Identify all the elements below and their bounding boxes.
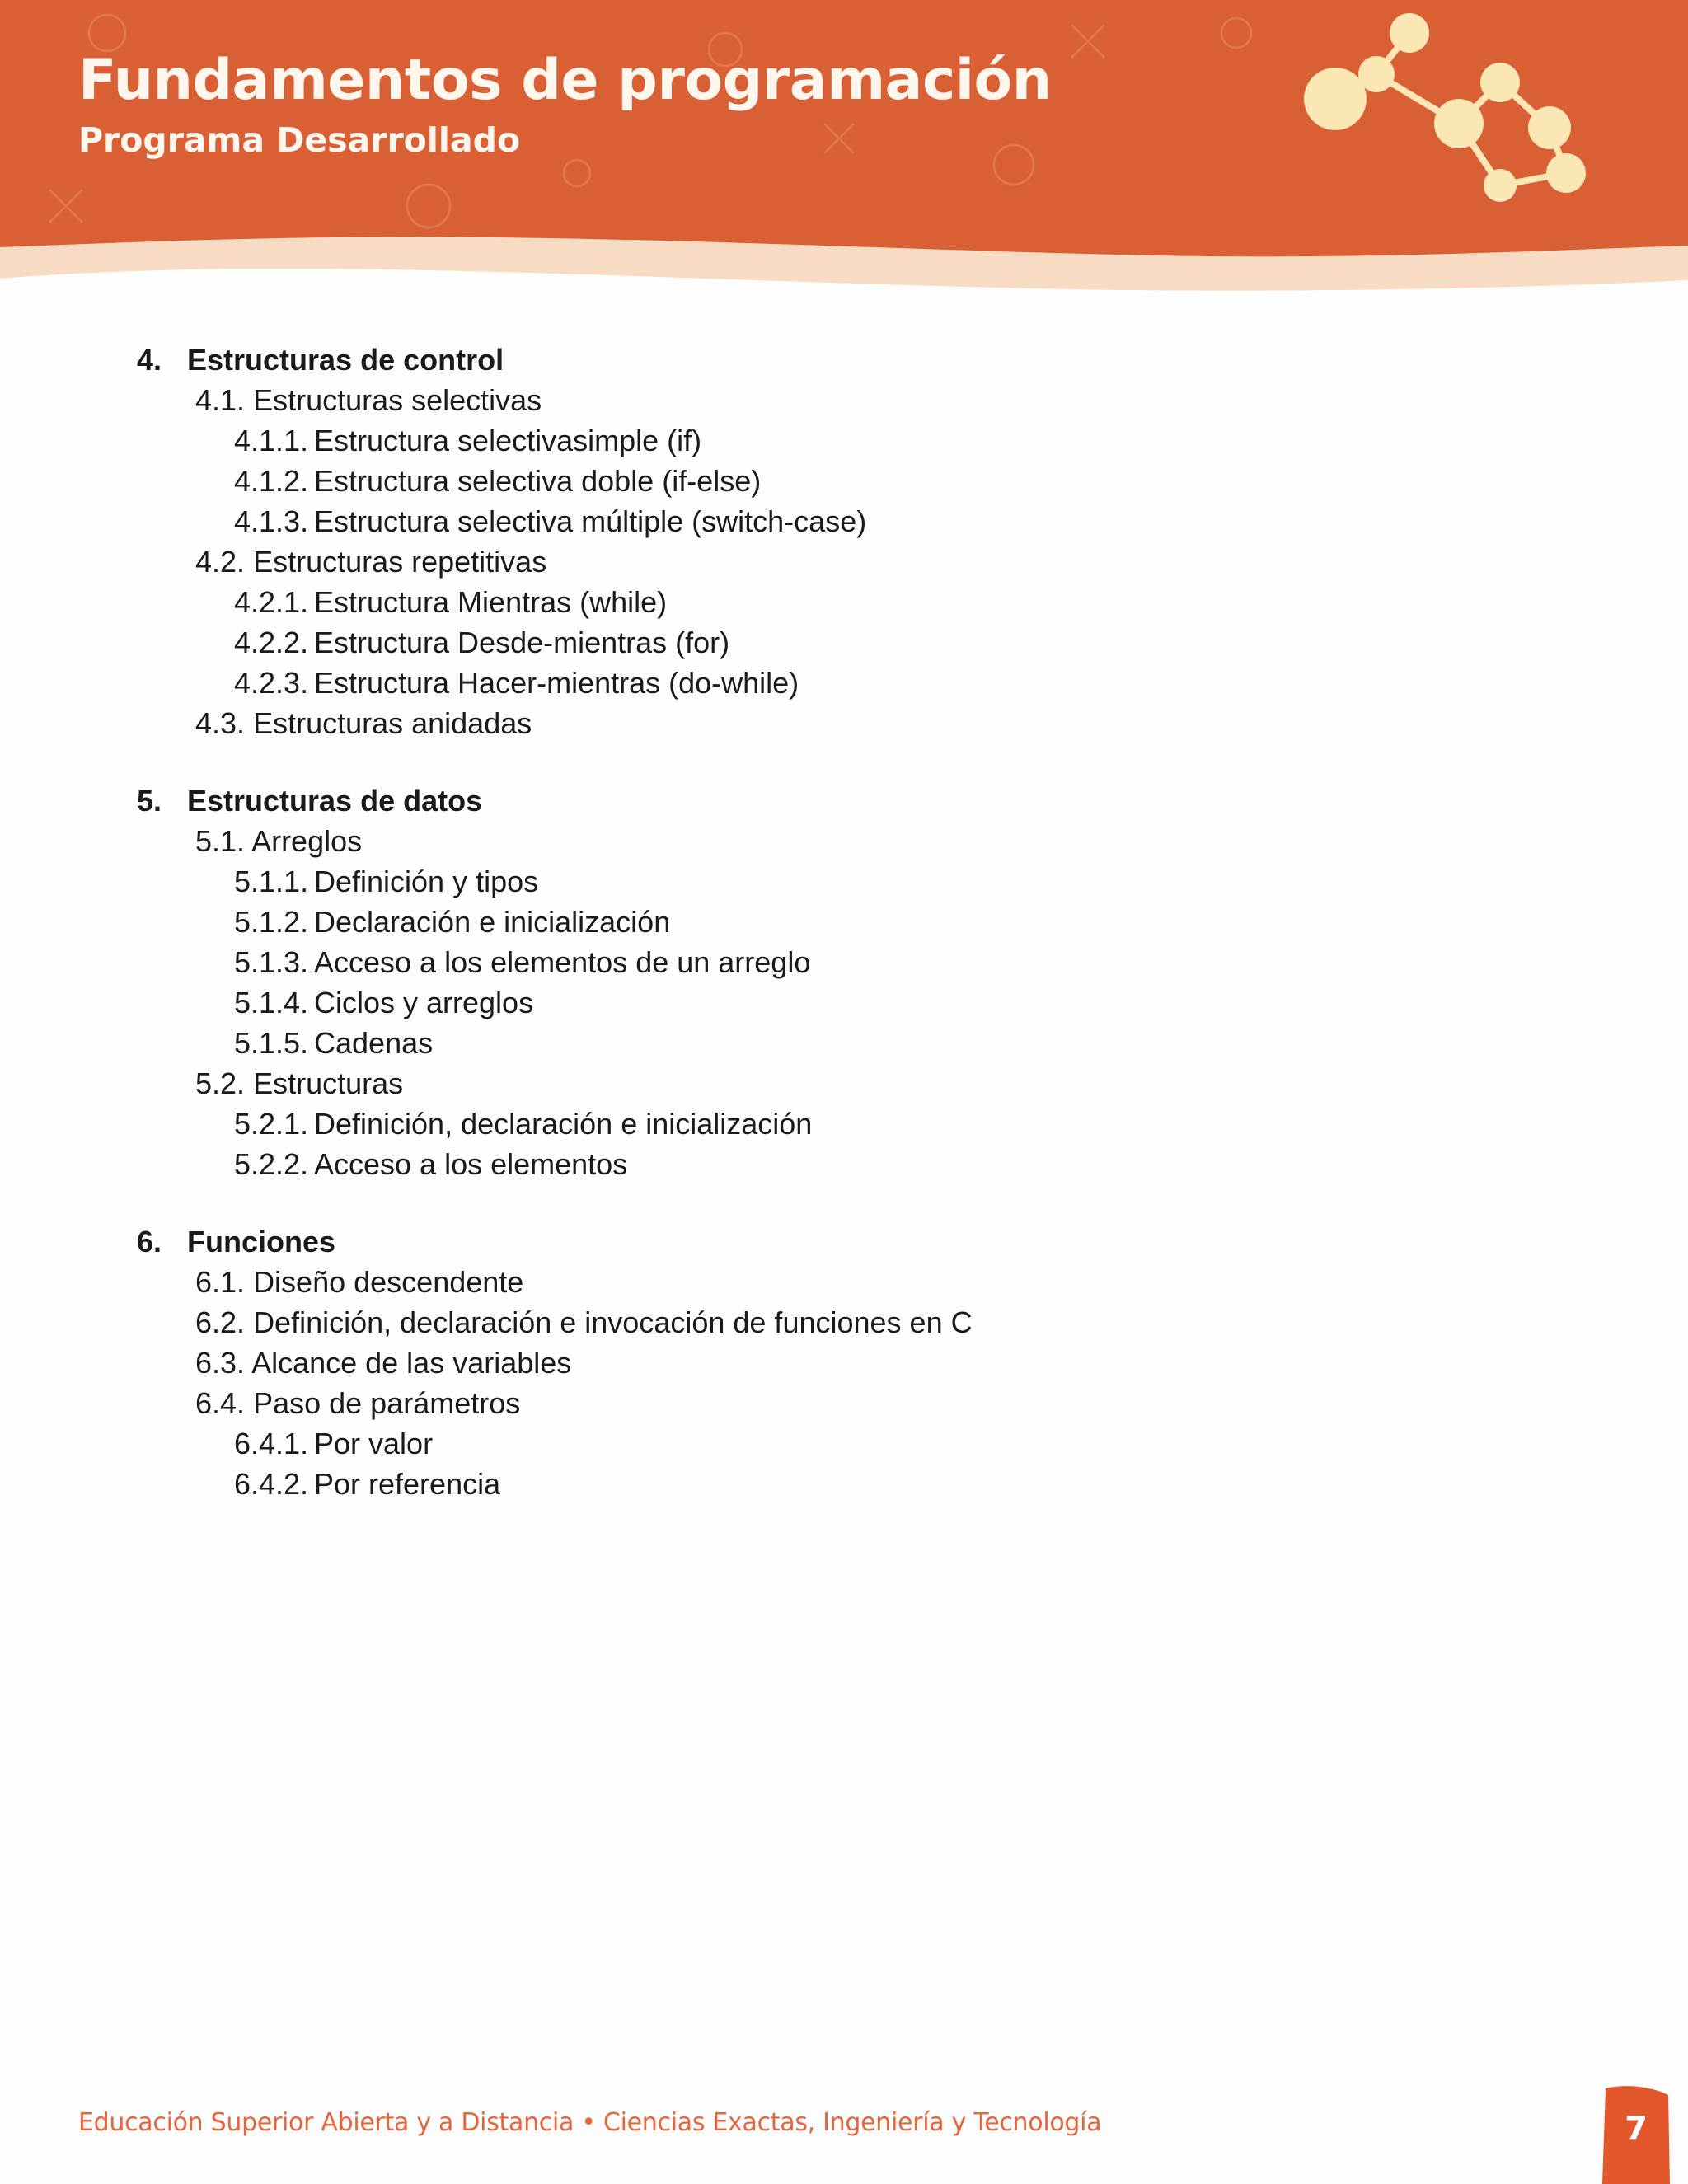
toc-item-6-2: 6.2. Definición, declaración e invocación de funciones en C bbox=[195, 1305, 973, 1339]
toc-item-6-4: 6.4. Paso de parámetros bbox=[195, 1386, 521, 1420]
toc-subitem-5-1-2: 5.1.2. Declaración e inicialización bbox=[234, 905, 671, 939]
toc-subitem-5-1-4: 5.1.4. Ciclos y arreglos bbox=[234, 986, 534, 1019]
header-banner bbox=[0, 0, 1688, 297]
toc-subitem-4-2-2: 4.2.2. Estructura Desde-mientras (for) bbox=[234, 626, 730, 659]
toc-subitem-4-1-1: 4.1.1. Estructura selectivasimple (if) bbox=[234, 424, 702, 457]
toc-subitem-4-2-1: 4.2.1. Estructura Mientras (while) bbox=[234, 585, 668, 619]
footer-institution-text: Educación Superior Abierta y a Distancia • Ciencias Exactas, Ingeniería y Tecnología bbox=[78, 2108, 1102, 2137]
toc-subitem-4-1-3: 4.1.3. Estructura selectiva múltiple (switch-case) bbox=[234, 504, 867, 538]
document-subtitle: Programa Desarrollado bbox=[78, 120, 521, 160]
toc-item-6-3: 6.3. Alcance de las variables bbox=[195, 1346, 572, 1380]
toc-subitem-5-2-1: 5.2.1. Definición, declaración e inicialización bbox=[234, 1107, 813, 1141]
toc-subitem-6-4-1: 6.4.1. Por valor bbox=[234, 1427, 434, 1460]
toc-item-5-1: 5.1. Arreglos bbox=[195, 824, 363, 858]
toc-subitem-4-1-2: 4.1.2. Estructura selectiva doble (if-else) bbox=[234, 464, 762, 498]
toc-item-4-1: 4.1. Estructuras selectivas bbox=[195, 383, 542, 417]
toc-item-4-3: 4.3. Estructuras anidadas bbox=[195, 706, 532, 740]
toc-subitem-6-4-2: 6.4.2. Por referencia bbox=[234, 1467, 501, 1501]
toc-section-5: 5. Estructuras de datos bbox=[137, 784, 483, 818]
toc-section-6: 6. Funciones bbox=[137, 1225, 336, 1258]
toc-section-4: 4. Estructuras de control bbox=[137, 343, 504, 377]
molecule-icon bbox=[1269, 8, 1615, 223]
toc-item-5-2: 5.2. Estructuras bbox=[195, 1066, 404, 1100]
toc-subitem-5-1-1: 5.1.1. Definición y tipos bbox=[234, 865, 539, 898]
toc-item-6-1: 6.1. Diseño descendente bbox=[195, 1265, 524, 1299]
toc-subitem-4-2-3: 4.2.3. Estructura Hacer-mientras (do-while) bbox=[234, 666, 799, 700]
page-number: 7 bbox=[1625, 2110, 1648, 2148]
toc-subitem-5-2-2: 5.2.2. Acceso a los elementos bbox=[234, 1147, 628, 1181]
toc-item-4-2: 4.2. Estructuras repetitivas bbox=[195, 545, 547, 579]
toc-subitem-5-1-3: 5.1.3. Acceso a los elementos de un arreglo bbox=[234, 945, 811, 979]
toc-subitem-5-1-5: 5.1.5. Cadenas bbox=[234, 1026, 434, 1060]
document-title: Fundamentos de programación bbox=[78, 48, 1052, 113]
